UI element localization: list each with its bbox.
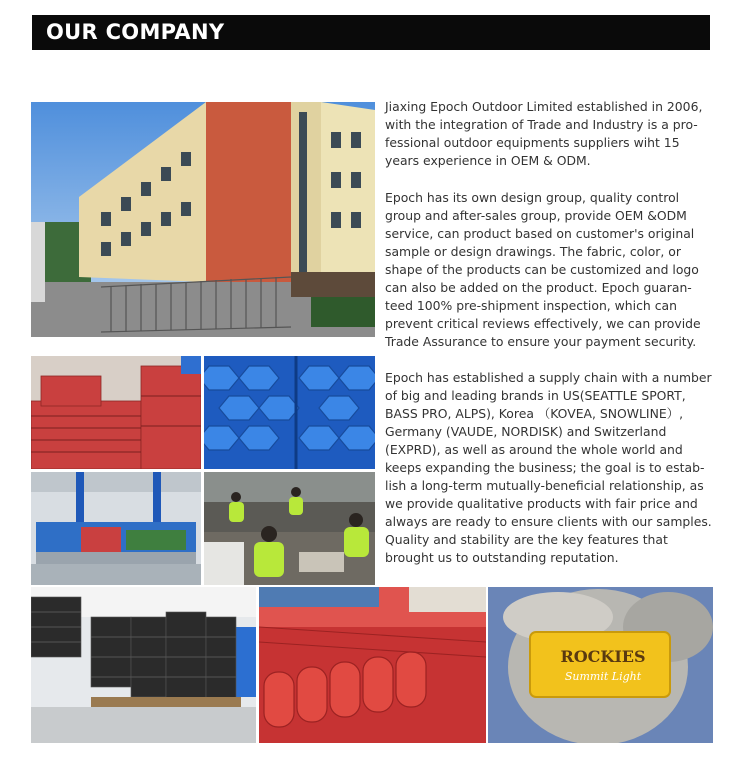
blue-mats-photo — [204, 356, 375, 469]
section-title: OUR COMPANY — [46, 20, 225, 44]
factory-machine-photo — [31, 472, 201, 585]
red-pillows-photo — [259, 587, 486, 743]
red-mats-photo — [31, 356, 201, 469]
rockies-bag-photo — [488, 587, 713, 743]
bag-brand-label: ROCKIES — [560, 647, 646, 666]
intro-paragraph: Jiaxing Epoch Outdoor Limited established in 2006, with the integration of Trade and Industry is a pro-fessional outdoor equipments suppliers wiht 15 years experience in OEM & ODM. — [385, 99, 703, 168]
supply-chain-paragraph: Epoch has established a supply chain with a number of big and leading brands in US(SEATTLE SPORT, BASS PRO, ALPS), Korea （KOVEA, SNOWLINE）, Germany (VAUDE, NORDISK) and Switzerland (EXPRD), as well as around the whole world and keeps expanding the business; the goal is to estab-lish a long-term mutually-beneficial relationship, as we provide qualitative products with fair price and always are ready to ensure clients with our samples. Quality and stability are the key features that brought us to outstanding reputation. — [385, 370, 712, 565]
bag-sub-label: Summit Light — [564, 670, 642, 683]
section-header — [32, 15, 710, 50]
factory-building-photo — [31, 102, 375, 337]
warehouse-photo — [31, 587, 256, 743]
capabilities-paragraph: Epoch has its own design group, quality control group and after-sales group, provide OEM &ODM service, can product based on customer's original sample or design drawings. The fabric, color, or shape of the products can be customized and logo can also be added on the product. Epoch guaran-teed 100% pre-shipment inspection, which can prevent critical reviews effectively, we can provide Trade Assurance to ensure your payment security. — [385, 190, 701, 349]
workers-photo — [204, 472, 375, 585]
